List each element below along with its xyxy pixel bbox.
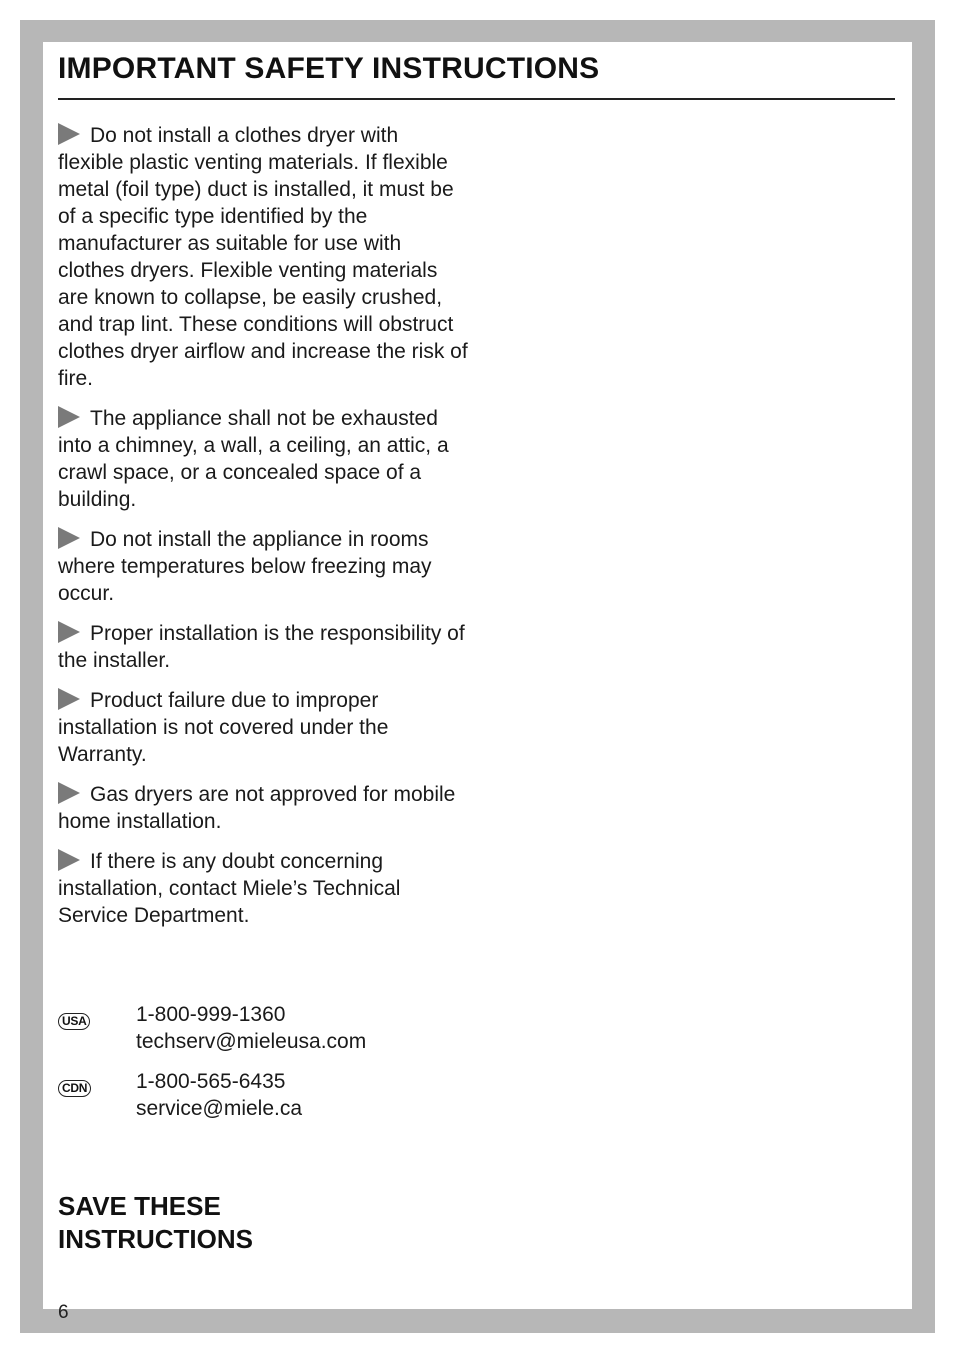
triangle-right-icon xyxy=(58,688,80,710)
save-line-2: INSTRUCTIONS xyxy=(58,1224,253,1254)
instruction-list xyxy=(58,122,468,942)
page-title: IMPORTANT SAFETY INSTRUCTIONS xyxy=(58,52,600,85)
instruction-text: Do not install the appliance in rooms where temperatures below freezing may occur. xyxy=(58,528,432,605)
instruction-text: Product failure due to improper installation is not covered under the Warranty. xyxy=(58,689,389,766)
contact-list xyxy=(58,1001,366,1135)
instruction-item xyxy=(58,526,468,607)
instruction-item xyxy=(58,122,468,392)
triangle-right-icon xyxy=(58,123,80,145)
instruction-text: If there is any doubt concerning installation, contact Miele’s Technical Service Department. xyxy=(58,850,401,927)
email-address: service@miele.ca xyxy=(136,1097,303,1120)
page-number: 6 xyxy=(58,1302,69,1323)
triangle-right-icon xyxy=(58,849,80,871)
contact-details xyxy=(136,1068,302,1122)
contact-details xyxy=(136,1001,366,1055)
instruction-text: Gas dryers are not approved for mobile home installation. xyxy=(58,783,456,833)
triangle-right-icon xyxy=(58,782,80,804)
triangle-right-icon xyxy=(58,621,80,643)
instruction-text: The appliance shall not be exhausted into a chimney, a wall, a ceiling, an attic, a crawl space, or a concealed space of a building. xyxy=(58,407,449,511)
save-line-1: SAVE THESE xyxy=(58,1191,221,1221)
usa-badge-icon: USA xyxy=(58,1001,136,1055)
contact-usa xyxy=(58,1001,366,1055)
contact-cdn xyxy=(58,1068,366,1122)
instruction-item xyxy=(58,781,468,835)
phone-number: 1-800-565-6435 xyxy=(136,1070,286,1093)
instruction-item xyxy=(58,620,468,674)
triangle-right-icon xyxy=(58,527,80,549)
phone-number: 1-800-999-1360 xyxy=(136,1003,286,1026)
instruction-item xyxy=(58,848,468,929)
instruction-text: Proper installation is the responsibility of the installer. xyxy=(58,622,465,672)
save-instructions-heading xyxy=(58,1190,253,1256)
instruction-item xyxy=(58,687,468,768)
email-address: techserv@mieleusa.com xyxy=(136,1030,367,1053)
instruction-text: Do not install a clothes dryer with flexible plastic venting materials. If flexible metal (foil type) duct is installed, it must be of a specific type identified by the manufacturer as suitable for use with clothes dryers. Flexible venting materials are known to collapse, be easily crushed, and trap lint. These conditions will obstruct clothes dryer airflow and increase the risk of fire. xyxy=(58,124,468,390)
title-divider xyxy=(58,98,895,100)
triangle-right-icon xyxy=(58,406,80,428)
cdn-badge-icon: CDN xyxy=(58,1068,136,1122)
instruction-item xyxy=(58,405,468,513)
